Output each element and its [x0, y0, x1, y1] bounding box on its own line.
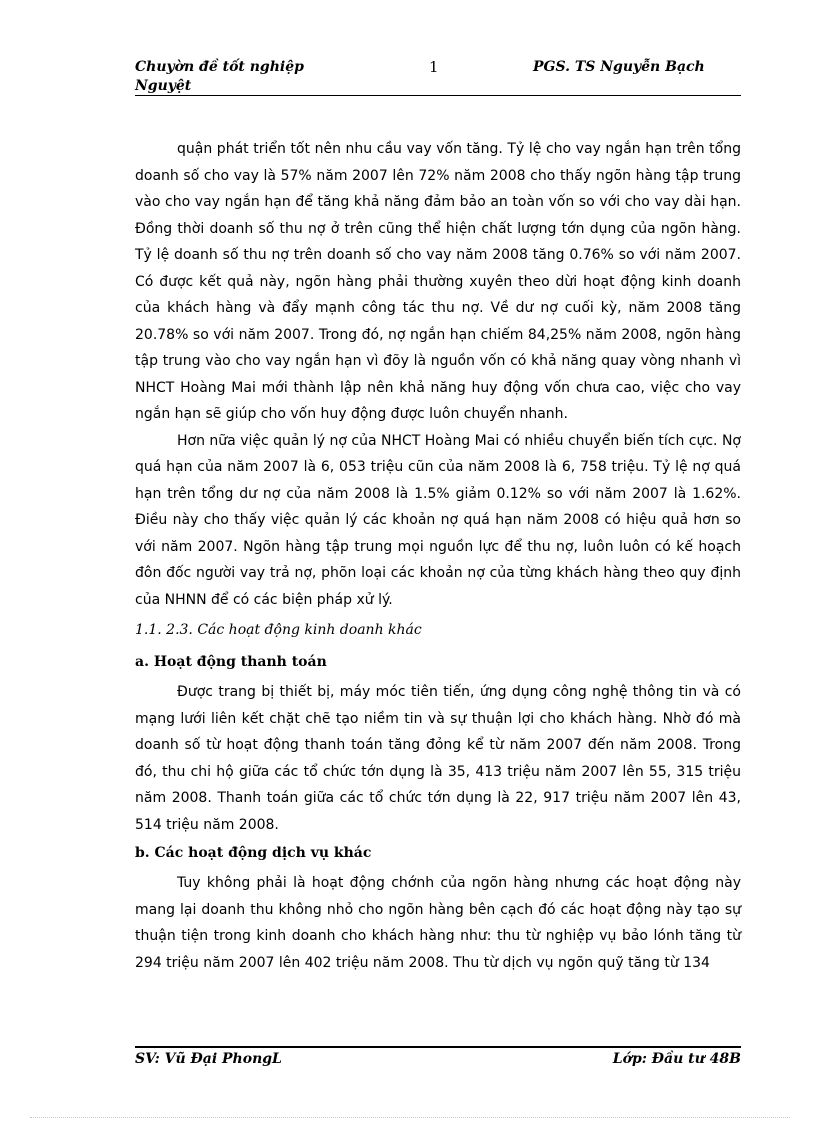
footer-student: SV: Vũ Đại PhongL	[135, 1051, 282, 1067]
header-thesis-title-line2: Nguyệt	[135, 78, 192, 94]
subheading-b: b. Các hoạt động dịch vụ khác	[135, 845, 372, 861]
footer-class: Lớp: Đầu tư 48B	[612, 1051, 741, 1067]
paragraph-4: Tuy không phải là hoạt động chớnh của ngõn hàng nhưng các hoạt động này mang lại doanh thu không nhỏ cho ngõn hàng bên cạch đó các hoạt động này tạo sự thuận tiện trong kinh doanh cho khách hàng như: thu từ nghiệp vụ bảo lónh tăng từ 294 triệu năm 2007 lên 402 triệu năm 2008. Thu từ dịch vụ ngõn quỹ tăng từ 134	[135, 875, 741, 971]
paragraph-1: quận phát triển tốt nên nhu cầu vay vốn tăng. Tỷ lệ cho vay ngắn hạn trên tổng doanh số cho vay là 57% năm 2007 lên 72% năm 2008 cho thấy ngõn hàng tập trung vào cho vay ngắn hạn để tăng khả năng đảm bảo an toàn vốn so với cho vay dài hạn. Đồng thời doanh số thu nợ ở trên cũng thể hiện chất lượng tớn dụng của ngõn hàng. Tỷ lệ doanh số thu nợ trên doanh số cho vay năm 2008 tăng 0.76% so với năm 2007. Có được kết quả này, ngõn hàng phải thường xuyên theo dừi hoạt động kinh doanh của khách hàng và đẩy mạnh công tác thu nợ. Về dư nợ cuối kỳ, năm 2008 tăng 20.78% so với năm 2007. Trong đó, nợ ngắn hạn chiếm 84,25% năm 2008, ngõn hàng tập trung vào cho vay ngắn hạn vì đõy là nguồn vốn có khả năng quay vòng nhanh vì NHCT Hoàng Mai mới thành lập nên khả năng huy động vốn chưa cao, việc cho vay ngắn hạn sẽ giúp cho vốn huy động được luôn chuyển nhanh.	[135, 141, 741, 422]
paragraph-2: Hơn nữa việc quản lý nợ của NHCT Hoàng Mai có nhiều chuyển biến tích cực. Nợ quá hạn của năm 2007 là 6, 053 triệu cũn của năm 2008 là 6, 758 triệu. Tỷ lệ nợ quá hạn trên tổng dư nợ của năm 2008 là 1.5% giảm 0.12% so với năm 2007 là 1.62%. Điều này cho thấy việc quản lý các khoản nợ quá hạn năm 2008 có hiệu quả hơn so với năm 2007. Ngõn hàng tập trung mọi nguồn lực để thu nợ, luôn luôn có kế hoạch đôn đốc người vay trả nợ, phõn loại các khoản nợ của từng khách hàng theo quy định của NHNN để có các biện pháp xử lý.	[135, 432, 741, 608]
header-thesis-title-line1: Chuyờn đề tốt nghiệp	[135, 59, 304, 75]
header-supervisor: PGS. TS Nguyễn Bạch	[533, 59, 705, 75]
header-thesis-title	[135, 58, 325, 96]
header-rule	[135, 95, 741, 96]
subheading-a: a. Hoạt động thanh toán	[135, 654, 327, 670]
paragraph-3: Được trang bị thiết bị, máy móc tiên tiến, ứng dụng công nghệ thông tin và có mạng lưới liên kết chặt chẽ tạo niềm tin và sự thuận lợi cho khách hàng. Nhờ đó mà doanh số từ hoạt động thanh toán tăng đỏng kể từ năm 2007 đến năm 2008. Trong đó, thu chi hộ giữa các tổ chức tớn dụng là 35, 413 triệu năm 2007 lên 55, 315 triệu năm 2008. Thanh toán giữa các tổ chức tớn dụng là 22, 917 triệu năm 2007 lên 43, 514 triệu năm 2008.	[135, 684, 741, 833]
body-content	[135, 136, 741, 976]
page-bottom-dotted-line	[30, 1117, 790, 1118]
header-page-number: 1	[429, 58, 439, 76]
footer-rule	[135, 1046, 741, 1048]
section-heading: 1.1. 2.3. Các hoạt động kinh doanh khác	[135, 622, 422, 638]
